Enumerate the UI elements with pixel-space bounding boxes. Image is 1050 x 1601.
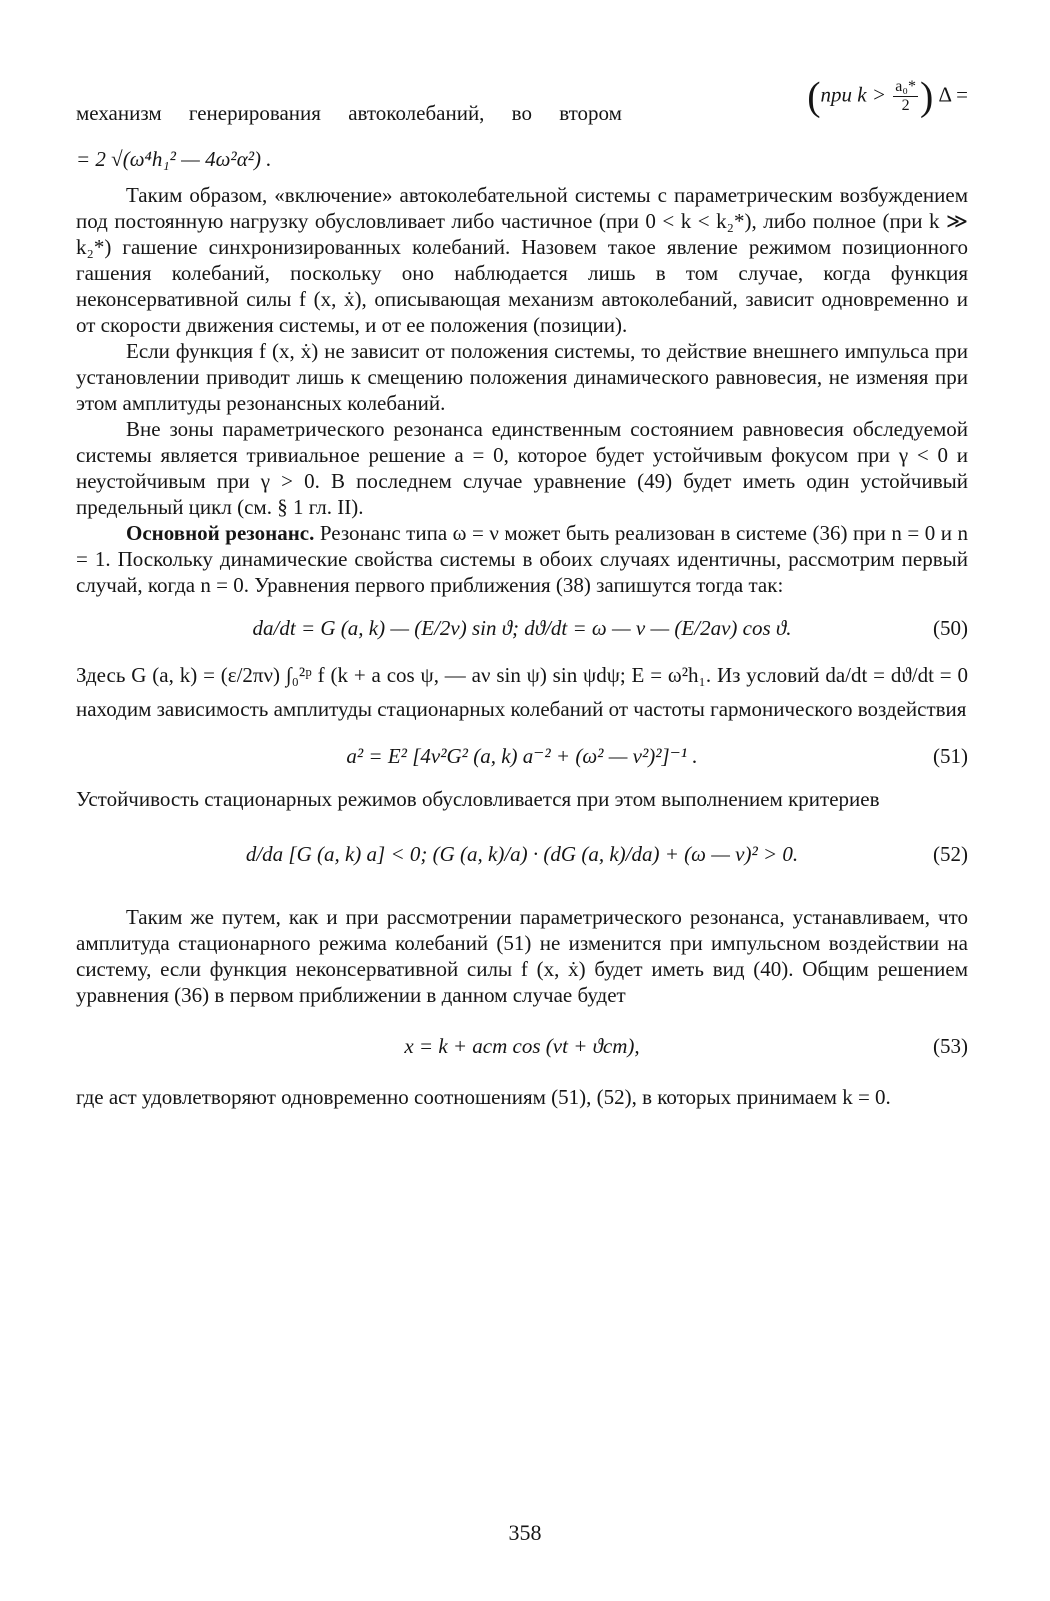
here-paragraph: Здесь G (a, k) = (ε/2πν) ∫₀²ᵖ f (k + a cos ψ, — aν sin ψ) sin ψdψ; E = ω²h₁. Из условий da/dt = dϑ/dt = 0 находим зависимость амплитуды стационарных колебаний от частоты гармонического воздействия bbox=[76, 663, 968, 721]
condition-denominator: 2 bbox=[901, 97, 910, 114]
equation-53-number: (53) bbox=[933, 1034, 968, 1058]
equation-53 bbox=[76, 1026, 968, 1066]
equation-51-body: a² = E² [4ν²G² (a, k) a⁻² + (ω² — ν²)²]⁻¹ . bbox=[346, 744, 698, 768]
resonance-text: Резонанс типа ω = ν может быть реализован в системе (36) при n = 0 и n = 1. Поскольку динамические свойства системы в обоих случаях идентичны, рассмотрим первый случай, когда n = 0. Уравнения первого приближения (38) запишутся тогда так: bbox=[76, 521, 969, 597]
equation-52-number: (52) bbox=[933, 842, 968, 866]
condition-fraction bbox=[893, 78, 918, 115]
equation-51 bbox=[76, 736, 968, 776]
intro-text: механизм генерирования автоколебаний, во втором bbox=[76, 101, 622, 125]
resonance-paragraph bbox=[76, 520, 968, 598]
intro-condition: (при k > $\frac{\text{a₀*}}{2}$ ) Δ = bbox=[807, 73, 968, 119]
same-way-paragraph: Таким же путем, как и при рассмотрении параметрического резонанса, устанавливаем, что амплитуда стационарного режима колебаний (51) не изменится при импульсном воздействии на систему, если функция неконсервативной силы f (x, ẋ) будет иметь вид (40). Общим решением уравнения (36) в первом приближении в данном случае будет bbox=[76, 905, 968, 1007]
condition-suffix: Δ = bbox=[938, 82, 968, 107]
equation-50-body: da/dt = G (a, k) — (E/2ν) sin ϑ; dϑ/dt = ω — ν — (E/2aν) cos ϑ. bbox=[252, 616, 792, 640]
condition-prefix: при k > bbox=[820, 82, 887, 107]
paragraph-3: Вне зоны параметрического резонанса единственным состоянием равновесия обследуемой системы является тривиальное решение a = 0, которое будет устойчивым фокусом при γ < 0 и неустойчивым при γ > 0. В последнем случае уравнение (49) будет иметь один устойчивый предельный цикл (см. § 1 гл. II). bbox=[76, 417, 968, 519]
equation-50 bbox=[76, 608, 968, 648]
final-paragraph: где aст удовлетворяют одновременно соотношениям (51), (52), в которых принимаем k = 0. bbox=[76, 1085, 891, 1109]
equation-51-number: (51) bbox=[933, 744, 968, 768]
page-number: 358 bbox=[508, 1520, 542, 1545]
stability-paragraph: Устойчивость стационарных режимов обусловливается при этом выполнением критериев bbox=[76, 787, 880, 811]
equation-53-body: x = k + aст cos (νt + ϑст), bbox=[404, 1034, 640, 1058]
equation-50-number: (50) bbox=[933, 616, 968, 640]
intro-line bbox=[76, 73, 968, 142]
intro-formula: = 2 √(ω⁴h₁² — 4ω²α²) . bbox=[76, 147, 272, 171]
resonance-heading: Основной резонанс. bbox=[126, 521, 315, 545]
condition-numerator: a₀* bbox=[895, 78, 916, 95]
equation-52-body: d/da [G (a, k) a] < 0; (G (a, k)/a) · (dG (a, k)/da) + (ω — ν)² > 0. bbox=[245, 842, 799, 866]
page-body bbox=[76, 73, 969, 1110]
paragraph-1: Таким образом, «включение» автоколебательной системы с параметрическим возбуждением под постоянную нагрузку обусловливает либо частичное (при 0 < k < k₂*), либо полное (при k ≫ k₂*) гашение синхронизированных колебаний. Назовем такое явление режимом позиционного гашения колебаний, поскольку оно наблюдается лишь в том случае, когда функция неконсервативной силы f (x, ẋ), описывающая механизм автоколебаний, зависит одновременно и от скорости движения системы, и от ее положения (позиции). bbox=[76, 183, 968, 337]
equation-52 bbox=[76, 834, 968, 874]
paragraph-2: Если функция f (x, ẋ) не зависит от положения системы, то действие внешнего импульса при установлении приводит лишь к смещению положения динамического равновесия, не изменяя при этом амплитуды резонансных колебаний. bbox=[76, 339, 968, 415]
